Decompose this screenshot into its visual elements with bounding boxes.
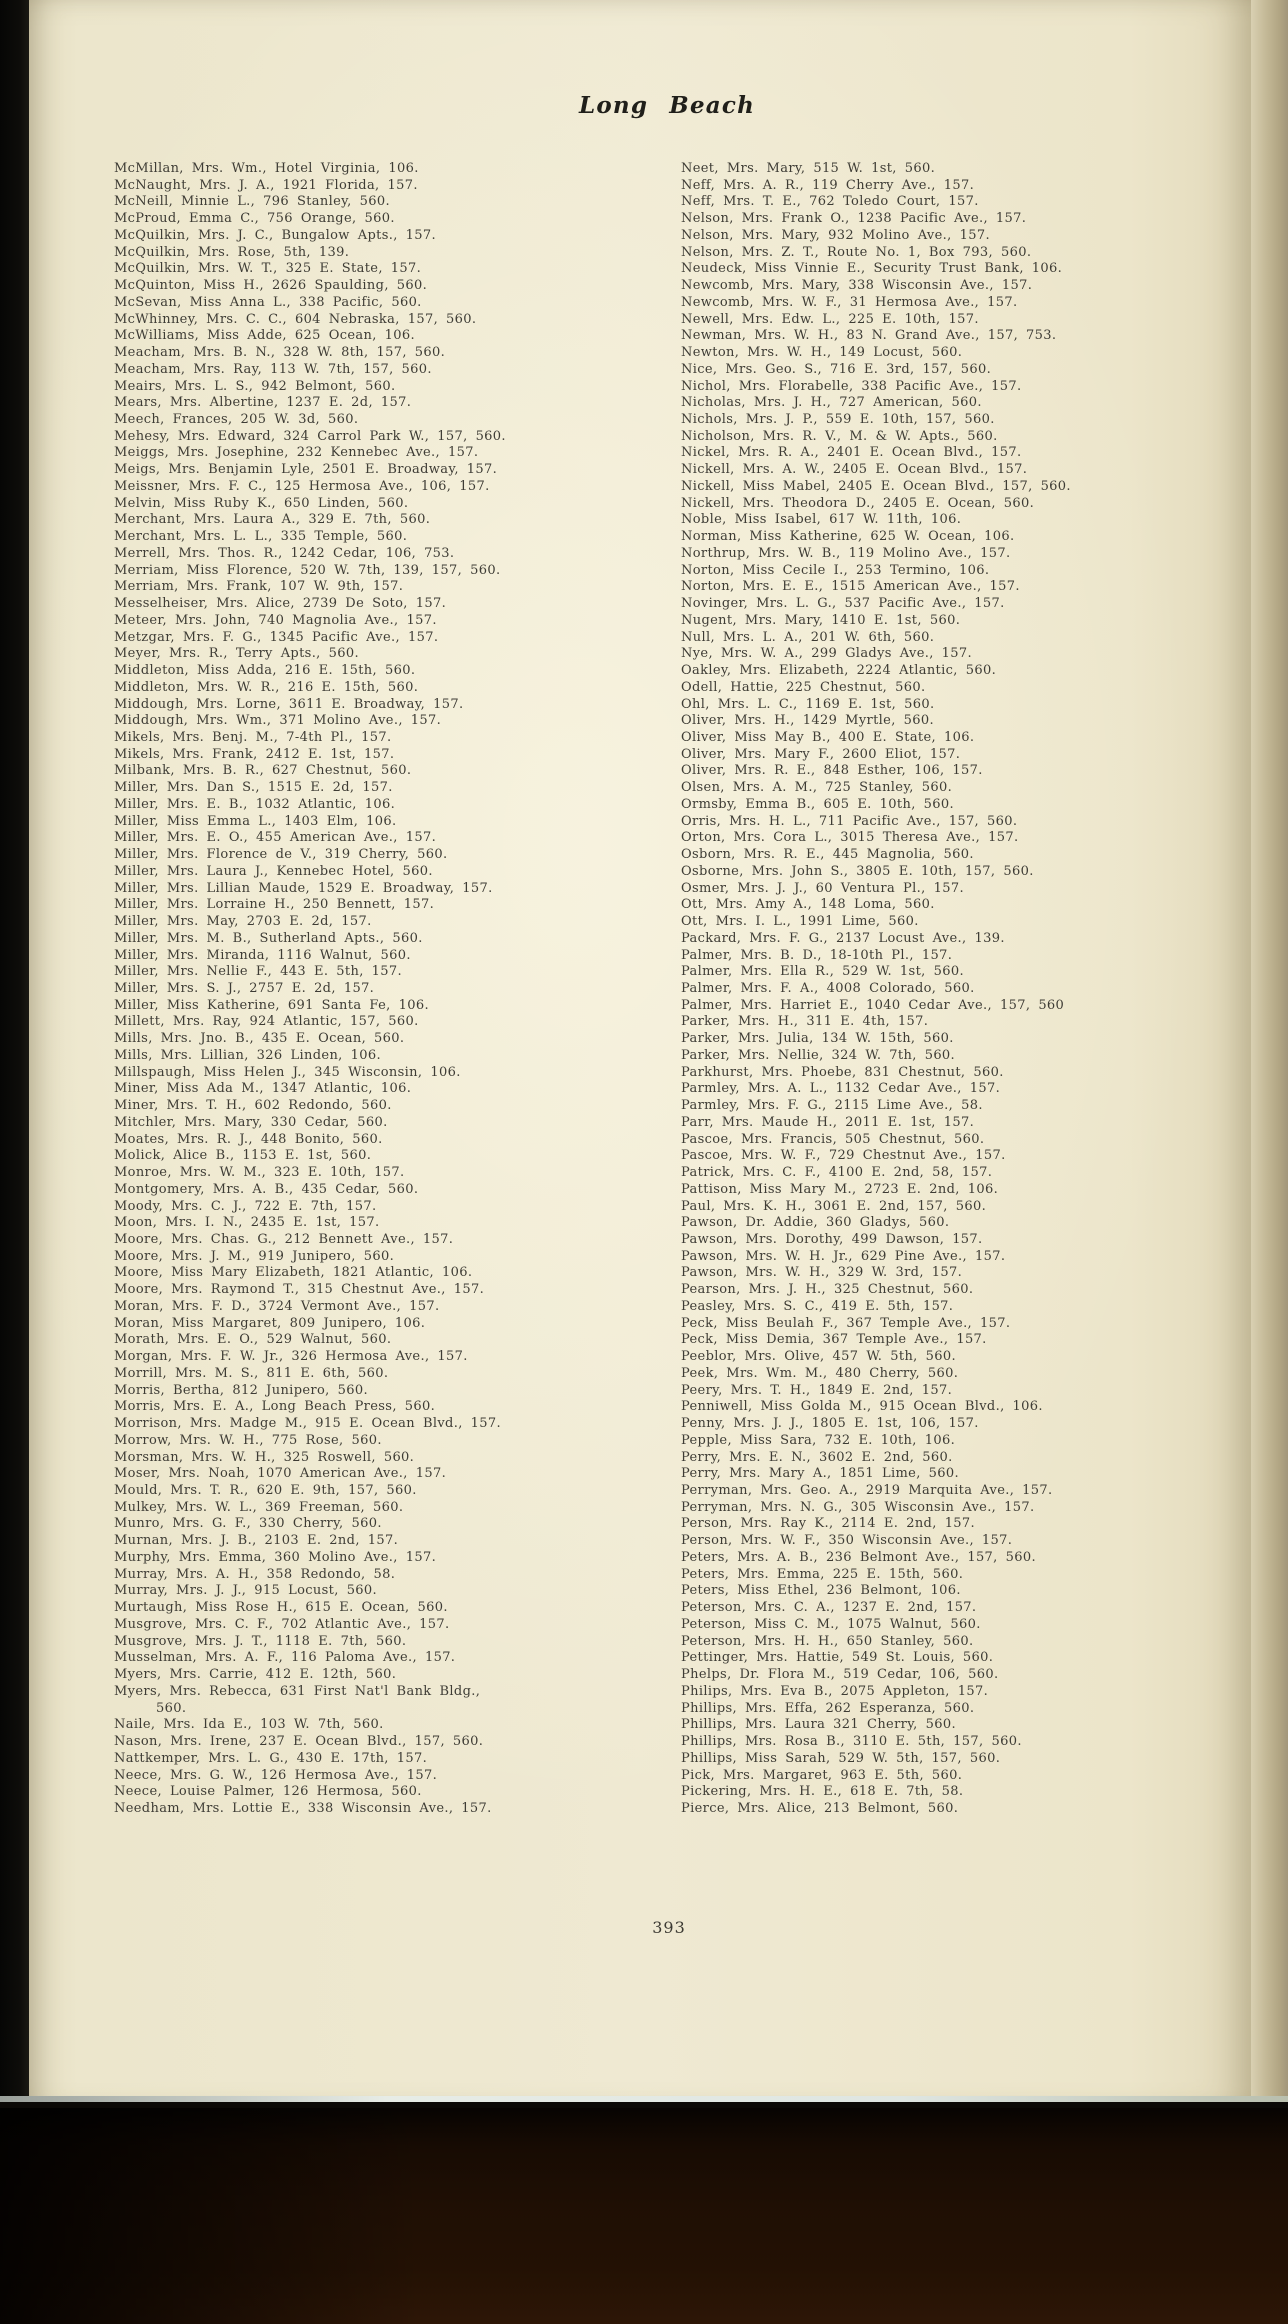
directory-entry: McQuilkin, Mrs. Rose, 5th, 139.	[114, 244, 350, 260]
directory-entry: Penny, Mrs. J. J., 1805 E. 1st, 106, 157.	[681, 1416, 979, 1432]
directory-entry: Nugent, Mrs. Mary, 1410 E. 1st, 560.	[681, 612, 961, 628]
directory-entry: Oliver, Miss May B., 400 E. State, 106.	[681, 729, 975, 745]
directory-entry: Moser, Mrs. Noah, 1070 American Ave., 157.	[114, 1466, 447, 1482]
directory-entry: Miller, Miss Katherine, 691 Santa Fe, 106.	[114, 997, 429, 1013]
directory-entry: Palmer, Mrs. F. A., 4008 Colorado, 560.	[681, 980, 975, 996]
directory-entry: Nichol, Mrs. Florabelle, 338 Pacific Ave., 157.	[681, 378, 1022, 394]
directory-entry: Morgan, Mrs. F. W. Jr., 326 Hermosa Ave., 157.	[114, 1349, 468, 1365]
directory-entry: Murray, Mrs. J. J., 915 Locust, 560.	[114, 1583, 378, 1599]
directory-entry: Perryman, Mrs. N. G., 305 Wisconsin Ave., 157.	[681, 1499, 1035, 1515]
directory-entry: Mears, Mrs. Albertine, 1237 E. 2d, 157.	[114, 395, 412, 411]
directory-entry: Patrick, Mrs. C. F., 4100 E. 2nd, 58, 157.	[681, 1165, 993, 1181]
directory-entry: Peters, Mrs. Emma, 225 E. 15th, 560.	[681, 1566, 964, 1582]
directory-entry: Mould, Mrs. T. R., 620 E. 9th, 157, 560.	[114, 1483, 417, 1499]
directory-entry: Moon, Mrs. I. N., 2435 E. 1st, 157.	[114, 1215, 380, 1231]
directory-entry: Morsman, Mrs. W. H., 325 Roswell, 560.	[114, 1449, 415, 1465]
directory-entry: Nickell, Miss Mabel, 2405 E. Ocean Blvd., 157, 560.	[681, 478, 1071, 494]
directory-entry: Miller, Mrs. Miranda, 1116 Walnut, 560.	[114, 947, 411, 963]
page-stack-edge	[1251, 0, 1288, 2110]
directory-entry: Pawson, Mrs. W. H. Jr., 629 Pine Ave., 157.	[681, 1248, 1006, 1264]
directory-entry: Parker, Mrs. Nellie, 324 W. 7th, 560.	[681, 1047, 956, 1063]
directory-entry: Peterson, Mrs. H. H., 650 Stanley, 560.	[681, 1633, 974, 1649]
directory-entry: Millett, Mrs. Ray, 924 Atlantic, 157, 560.	[114, 1014, 419, 1030]
directory-entry: Mikels, Mrs. Benj. M., 7-4th Pl., 157.	[114, 729, 392, 745]
directory-entry: Peterson, Mrs. C. A., 1237 E. 2nd, 157.	[681, 1600, 977, 1616]
directory-entry: Middleton, Mrs. W. R., 216 E. 15th, 560.	[114, 679, 419, 695]
directory-entry: Philips, Mrs. Eva B., 2075 Appleton, 157.	[681, 1683, 989, 1699]
directory-entry: Ormsby, Emma B., 605 E. 10th, 560.	[681, 796, 954, 812]
directory-entry: Naile, Mrs. Ida E., 103 W. 7th, 560.	[114, 1717, 384, 1733]
directory-entry: Parkhurst, Mrs. Phoebe, 831 Chestnut, 560.	[681, 1064, 1004, 1080]
directory-entry: Meech, Frances, 205 W. 3d, 560.	[114, 412, 359, 428]
directory-entry: Palmer, Mrs. Ella R., 529 W. 1st, 560.	[681, 964, 964, 980]
page-title: Long Beach	[578, 92, 756, 119]
directory-entry: McMillan, Mrs. Wm., Hotel Virginia, 106.	[114, 161, 419, 176]
directory-entry: Merrell, Mrs. Thos. R., 1242 Cedar, 106, 753.	[114, 545, 455, 561]
directory-entry: Musselman, Mrs. A. F., 116 Paloma Ave., 157.	[114, 1650, 456, 1666]
directory-entry: Peters, Miss Ethel, 236 Belmont, 106.	[681, 1583, 961, 1599]
directory-entry: Pettinger, Mrs. Hattie, 549 St. Louis, 560.	[681, 1650, 994, 1666]
directory-entry: Pepple, Miss Sara, 732 E. 10th, 106.	[681, 1432, 956, 1448]
directory-entry: Morrison, Mrs. Madge M., 915 E. Ocean Blvd., 157.	[114, 1416, 502, 1432]
directory-entry: Neudeck, Miss Vinnie E., Security Trust Bank, 106.	[681, 261, 1063, 277]
directory-entry: Needham, Mrs. Lottie E., 338 Wisconsin Ave., 157.	[114, 1800, 492, 1816]
directory-entry: Pascoe, Mrs. Francis, 505 Chestnut, 560.	[681, 1131, 985, 1147]
directory-entry: Peeblor, Mrs. Olive, 457 W. 5th, 560.	[681, 1349, 956, 1365]
directory-entry: Phillips, Mrs. Rosa B., 3110 E. 5th, 157, 560.	[681, 1734, 1022, 1750]
directory-entry: Neece, Mrs. G. W., 126 Hermosa Ave., 157.	[114, 1767, 438, 1783]
directory-entry: McNeill, Minnie L., 796 Stanley, 560.	[114, 194, 390, 210]
directory-entry: Northrup, Mrs. W. B., 119 Molino Ave., 157.	[681, 545, 1011, 561]
directory-entry: Myers, Mrs. Carrie, 412 E. 12th, 560.	[114, 1667, 397, 1683]
directory-entry: Miller, Mrs. Florence de V., 319 Cherry, 560.	[114, 847, 448, 863]
directory-entry: Oliver, Mrs. H., 1429 Myrtle, 560.	[681, 713, 935, 729]
directory-entry: Miller, Mrs. Lorraine H., 250 Bennett, 157.	[114, 897, 435, 913]
directory-entry: Orris, Mrs. H. L., 711 Pacific Ave., 157, 560.	[681, 813, 1018, 829]
directory-entry: Montgomery, Mrs. A. B., 435 Cedar, 560.	[114, 1181, 419, 1197]
directory-entry: Neff, Mrs. A. R., 119 Cherry Ave., 157.	[681, 177, 975, 193]
directory-entry: Newcomb, Mrs. Mary, 338 Wisconsin Ave., 157.	[681, 278, 1033, 294]
directory-entry: Peck, Miss Beulah F., 367 Temple Ave., 157.	[681, 1315, 1011, 1331]
directory-entry: Pawson, Mrs. Dorothy, 499 Dawson, 157.	[681, 1232, 983, 1247]
directory-entry: Metzgar, Mrs. F. G., 1345 Pacific Ave., 157.	[114, 629, 439, 645]
directory-entry: Miller, Mrs. S. J., 2757 E. 2d, 157.	[114, 980, 375, 996]
directory-entry: Olsen, Mrs. A. M., 725 Stanley, 560.	[681, 780, 953, 796]
directory-entry: Orton, Mrs. Cora L., 3015 Theresa Ave., 157.	[681, 830, 1019, 846]
directory-entry: Neff, Mrs. T. E., 762 Toledo Court, 157.	[681, 194, 979, 210]
directory-entry: Newcomb, Mrs. W. F., 31 Hermosa Ave., 157.	[681, 294, 1018, 310]
directory-entry: Newton, Mrs. W. H., 149 Locust, 560.	[681, 345, 963, 361]
directory-entry: Peek, Mrs. Wm. M., 480 Cherry, 560.	[681, 1365, 959, 1381]
directory-entry: Pawson, Mrs. W. H., 329 W. 3rd, 157.	[681, 1265, 963, 1281]
directory-entry: Peck, Miss Demia, 367 Temple Ave., 157.	[681, 1332, 987, 1348]
directory-entry: Miller, Mrs. Laura J., Kennebec Hotel, 560.	[114, 863, 433, 879]
directory-entry: McQuilkin, Mrs. W. T., 325 E. State, 157.	[114, 261, 422, 277]
directory-entry: Mikels, Mrs. Frank, 2412 E. 1st, 157.	[114, 746, 395, 762]
directory-entry: Murray, Mrs. A. H., 358 Redondo, 58.	[114, 1566, 396, 1582]
directory-entry: Palmer, Mrs. B. D., 18-10th Pl., 157.	[681, 947, 953, 963]
directory-entry: Pick, Mrs. Margaret, 963 E. 5th, 560.	[681, 1767, 963, 1783]
directory-entry: Meyer, Mrs. R., Terry Apts., 560.	[114, 646, 359, 662]
directory-entry: Miller, Mrs. Nellie F., 443 E. 5th, 157.	[114, 964, 403, 980]
directory-entry: Nickel, Mrs. R. A., 2401 E. Ocean Blvd., 157.	[681, 445, 1022, 461]
directory-entry: Noble, Miss Isabel, 617 W. 11th, 106.	[681, 512, 962, 528]
directory-entry: Myers, Mrs. Rebecca, 631 First Nat'l Bank Bldg.,	[114, 1683, 481, 1699]
directory-entry: Miller, Mrs. E. O., 455 American Ave., 157.	[114, 830, 437, 846]
directory-entry: Musgrove, Mrs. J. T., 1118 E. 7th, 560.	[114, 1633, 407, 1649]
directory-entry: Oliver, Mrs. R. E., 848 Esther, 106, 157.	[681, 763, 983, 779]
directory-entry: Morrill, Mrs. M. S., 811 E. 6th, 560.	[114, 1365, 389, 1381]
directory-entry: Monroe, Mrs. W. M., 323 E. 10th, 157.	[114, 1165, 405, 1181]
directory-entry: McQuinton, Miss H., 2626 Spaulding, 560.	[114, 278, 428, 294]
directory-entry: Moore, Miss Mary Elizabeth, 1821 Atlantic, 106.	[114, 1265, 473, 1281]
directory-entry: Miller, Mrs. Lillian Maude, 1529 E. Broadway, 157.	[114, 880, 493, 896]
directory-entry: Merchant, Mrs. L. L., 335 Temple, 560.	[114, 529, 408, 545]
directory-entry: Norton, Miss Cecile I., 253 Termino, 106.	[681, 562, 990, 578]
directory-entry: Nelson, Mrs. Mary, 932 Molino Ave., 157.	[681, 227, 990, 243]
directory-entry: Phillips, Miss Sarah, 529 W. 5th, 157, 560.	[681, 1750, 1001, 1766]
directory-entry: Middleton, Miss Adda, 216 E. 15th, 560.	[114, 663, 416, 679]
directory-entry: Morrow, Mrs. W. H., 775 Rose, 560.	[114, 1432, 382, 1448]
directory-entry: Miller, Mrs. E. B., 1032 Atlantic, 106.	[114, 796, 396, 812]
directory-entry: Parker, Mrs. H., 311 E. 4th, 157.	[681, 1014, 929, 1030]
directory-entry: Middough, Mrs. Lorne, 3611 E. Broadway, 157.	[114, 696, 464, 712]
directory-entry: Phelps, Dr. Flora M., 519 Cedar, 106, 560.	[681, 1667, 999, 1683]
directory-entry: Nickell, Mrs. Theodora D., 2405 E. Ocean, 560.	[681, 495, 1035, 511]
directory-column-right	[681, 161, 1169, 1818]
directory-entry: Meacham, Mrs. Ray, 113 W. 7th, 157, 560.	[114, 361, 432, 377]
directory-entry: 560.	[156, 1700, 187, 1716]
directory-entry: Pascoe, Mrs. W. F., 729 Chestnut Ave., 157.	[681, 1148, 1006, 1164]
directory-entry: Middough, Mrs. Wm., 371 Molino Ave., 157.	[114, 713, 442, 729]
directory-entry: Nicholson, Mrs. R. V., M. & W. Apts., 560.	[681, 428, 998, 444]
directory-entry: Neece, Louise Palmer, 126 Hermosa, 560.	[114, 1784, 422, 1800]
directory-entry: Parmley, Mrs. A. L., 1132 Cedar Ave., 157.	[681, 1081, 1001, 1097]
directory-entry: Moody, Mrs. C. J., 722 E. 7th, 157.	[114, 1198, 377, 1214]
directory-entry: Osmer, Mrs. J. J., 60 Ventura Pl., 157.	[681, 880, 964, 896]
book-cover-shadow	[0, 2108, 420, 2324]
directory-entry: Melvin, Miss Ruby K., 650 Linden, 560.	[114, 495, 409, 511]
directory-entry: Nason, Mrs. Irene, 237 E. Ocean Blvd., 157, 560.	[114, 1734, 484, 1750]
directory-entry: Meissner, Mrs. F. C., 125 Hermosa Ave., 106, 157.	[114, 478, 490, 494]
directory-entry: Musgrove, Mrs. C. F., 702 Atlantic Ave., 157.	[114, 1616, 450, 1632]
directory-entry: Osborne, Mrs. John S., 3805 E. 10th, 157, 560.	[681, 863, 1034, 879]
directory-entry: Odell, Hattie, 225 Chestnut, 560.	[681, 679, 926, 695]
directory-entry: Mehesy, Mrs. Edward, 324 Carrol Park W., 157, 560.	[114, 428, 506, 444]
directory-entry: Neet, Mrs. Mary, 515 W. 1st, 560.	[681, 161, 936, 176]
directory-entry: Nicholas, Mrs. J. H., 727 American, 560.	[681, 395, 982, 411]
directory-entry: Moates, Mrs. R. J., 448 Bonito, 560.	[114, 1131, 383, 1147]
directory-entry: Merriam, Miss Florence, 520 W. 7th, 139, 157, 560.	[114, 562, 501, 578]
directory-entry: Newman, Mrs. W. H., 83 N. Grand Ave., 157, 753.	[681, 328, 1057, 344]
directory-entry: Murphy, Mrs. Emma, 360 Molino Ave., 157.	[114, 1549, 437, 1565]
directory-entry: Meiggs, Mrs. Josephine, 232 Kennebec Ave., 157.	[114, 445, 479, 461]
directory-entry: Millspaugh, Miss Helen J., 345 Wisconsin, 106.	[114, 1064, 461, 1080]
directory-entry: Ott, Mrs. Amy A., 148 Loma, 560.	[681, 897, 935, 913]
directory-entry: Pearson, Mrs. J. H., 325 Chestnut, 560.	[681, 1282, 974, 1298]
directory-entry: Palmer, Mrs. Harriet E., 1040 Cedar Ave., 157, 560	[681, 997, 1065, 1013]
directory-entry: Moran, Mrs. F. D., 3724 Vermont Ave., 157.	[114, 1298, 440, 1314]
directory-entry: Nickell, Mrs. A. W., 2405 E. Ocean Blvd., 157.	[681, 462, 1028, 478]
directory-entry: Paul, Mrs. K. H., 3061 E. 2nd, 157, 560.	[681, 1198, 987, 1214]
directory-entry: Merchant, Mrs. Laura A., 329 E. 7th, 560.	[114, 512, 431, 528]
directory-entry: Penniwell, Miss Golda M., 915 Ocean Blvd., 106.	[681, 1399, 1043, 1415]
directory-entry: Meteer, Mrs. John, 740 Magnolia Ave., 157.	[114, 612, 437, 628]
directory-entry: Messelheiser, Mrs. Alice, 2739 De Soto, 157.	[114, 596, 447, 612]
directory-entry: Miller, Miss Emma L., 1403 Elm, 106.	[114, 813, 397, 829]
directory-entry: McNaught, Mrs. J. A., 1921 Florida, 157.	[114, 177, 418, 193]
directory-entry: Oakley, Mrs. Elizabeth, 2224 Atlantic, 560.	[681, 663, 997, 679]
directory-entry: Munro, Mrs. G. F., 330 Cherry, 560.	[114, 1516, 382, 1532]
directory-entry: McQuilkin, Mrs. J. C., Bungalow Apts., 157.	[114, 227, 437, 243]
directory-entry: Miller, Mrs. Dan S., 1515 E. 2d, 157.	[114, 780, 393, 796]
directory-entry: Null, Mrs. L. A., 201 W. 6th, 560.	[681, 629, 935, 645]
directory-entry: Novinger, Mrs. L. G., 537 Pacific Ave., 157.	[681, 596, 1005, 612]
directory-entry: Miller, Mrs. May, 2703 E. 2d, 157.	[114, 914, 372, 930]
directory-entry: Perry, Mrs. E. N., 3602 E. 2nd, 560.	[681, 1449, 953, 1465]
directory-entry: Peterson, Miss C. M., 1075 Walnut, 560.	[681, 1616, 981, 1632]
directory-entry: Milbank, Mrs. B. R., 627 Chestnut, 560.	[114, 763, 412, 779]
directory-entry: Ott, Mrs. I. L., 1991 Lime, 560.	[681, 914, 919, 930]
directory-entry: Miller, Mrs. M. B., Sutherland Apts., 560.	[114, 930, 423, 946]
directory-entry: Pickering, Mrs. H. E., 618 E. 7th, 58.	[681, 1784, 964, 1800]
book-binding-edge	[0, 0, 29, 2110]
directory-entry: Moore, Mrs. Chas. G., 212 Bennett Ave., 157.	[114, 1232, 454, 1247]
directory-entry: Nattkemper, Mrs. L. G., 430 E. 17th, 157.	[114, 1750, 428, 1766]
directory-entry: Pattison, Miss Mary M., 2723 E. 2nd, 106.	[681, 1181, 999, 1197]
directory-entry: Norton, Mrs. E. E., 1515 American Ave., 157.	[681, 579, 1020, 595]
directory-entry: Nye, Mrs. W. A., 299 Gladys Ave., 157.	[681, 646, 973, 662]
directory-entry: Nice, Mrs. Geo. S., 716 E. 3rd, 157, 560.	[681, 361, 992, 377]
directory-entry: Pierce, Mrs. Alice, 213 Belmont, 560.	[681, 1800, 959, 1816]
directory-entry: Person, Mrs. Ray K., 2114 E. 2nd, 157.	[681, 1516, 976, 1532]
directory-entry: Parmley, Mrs. F. G., 2115 Lime Ave., 58.	[681, 1098, 983, 1114]
directory-entry: Murtaugh, Miss Rose H., 615 E. Ocean, 560.	[114, 1600, 448, 1616]
directory-entry: Morath, Mrs. E. O., 529 Walnut, 560.	[114, 1332, 392, 1348]
directory-entry: Molick, Alice B., 1153 E. 1st, 560.	[114, 1148, 372, 1164]
directory-entry: Moore, Mrs. Raymond T., 315 Chestnut Ave., 157.	[114, 1282, 485, 1298]
directory-column-left	[114, 161, 554, 1818]
directory-entry: Packard, Mrs. F. G., 2137 Locust Ave., 139.	[681, 930, 1005, 946]
directory-entry: Miner, Miss Ada M., 1347 Atlantic, 106.	[114, 1081, 412, 1097]
directory-entry: Peery, Mrs. T. H., 1849 E. 2nd, 157.	[681, 1382, 953, 1398]
directory-entry: Morris, Mrs. E. A., Long Beach Press, 560.	[114, 1399, 436, 1415]
directory-entry: McSevan, Miss Anna L., 338 Pacific, 560.	[114, 294, 422, 310]
directory-entry: Phillips, Mrs. Effa, 262 Esperanza, 560.	[681, 1700, 975, 1716]
directory-entry: Perryman, Mrs. Geo. A., 2919 Marquita Ave., 157.	[681, 1483, 1053, 1499]
directory-entry: Norman, Miss Katherine, 625 W. Ocean, 106.	[681, 529, 1015, 545]
directory-entry: Merriam, Mrs. Frank, 107 W. 9th, 157.	[114, 579, 404, 595]
directory-entry: Miner, Mrs. T. H., 602 Redondo, 560.	[114, 1098, 392, 1114]
directory-entry: Moore, Mrs. J. M., 919 Junipero, 560.	[114, 1248, 395, 1264]
directory-entry: Moran, Miss Margaret, 809 Junipero, 106.	[114, 1315, 426, 1331]
directory-entry: Mitchler, Mrs. Mary, 330 Cedar, 560.	[114, 1114, 388, 1130]
directory-entry: Osborn, Mrs. R. E., 445 Magnolia, 560.	[681, 847, 974, 863]
directory-entry: Perry, Mrs. Mary A., 1851 Lime, 560.	[681, 1466, 960, 1482]
directory-entry: Pawson, Dr. Addie, 360 Gladys, 560.	[681, 1215, 950, 1231]
directory-entry: Peasley, Mrs. S. C., 419 E. 5th, 157.	[681, 1298, 954, 1314]
directory-entry: Person, Mrs. W. F., 350 Wisconsin Ave., 157.	[681, 1533, 1013, 1549]
directory-entry: Phillips, Mrs. Laura 321 Cherry, 560.	[681, 1717, 956, 1733]
directory-entry: Meairs, Mrs. L. S., 942 Belmont, 560.	[114, 378, 396, 394]
directory-entry: Nelson, Mrs. Frank O., 1238 Pacific Ave., 157.	[681, 211, 1027, 227]
directory-entry: McProud, Emma C., 756 Orange, 560.	[114, 211, 395, 227]
directory-entry: Parker, Mrs. Julia, 134 W. 15th, 560.	[681, 1031, 954, 1047]
directory-entry: Morris, Bertha, 812 Junipero, 560.	[114, 1382, 368, 1398]
directory-entry: Oliver, Mrs. Mary F., 2600 Eliot, 157.	[681, 746, 961, 762]
directory-entry: McWhinney, Mrs. C. C., 604 Nebraska, 157, 560.	[114, 311, 477, 327]
page-number: 393	[652, 1918, 686, 1937]
directory-entry: Mills, Mrs. Lillian, 326 Linden, 106.	[114, 1047, 381, 1063]
directory-entry: Murnan, Mrs. J. B., 2103 E. 2nd, 157.	[114, 1533, 399, 1549]
directory-entry: Meigs, Mrs. Benjamin Lyle, 2501 E. Broadway, 157.	[114, 462, 498, 478]
directory-entry: Mulkey, Mrs. W. L., 369 Freeman, 560.	[114, 1499, 404, 1515]
directory-entry: Parr, Mrs. Maude H., 2011 E. 1st, 157.	[681, 1114, 975, 1130]
directory-entry: Peters, Mrs. A. B., 236 Belmont Ave., 157, 560.	[681, 1549, 1036, 1565]
directory-entry: Nichols, Mrs. J. P., 559 E. 10th, 157, 560.	[681, 412, 995, 428]
directory-entry: Nelson, Mrs. Z. T., Route No. 1, Box 793, 560.	[681, 244, 1032, 260]
directory-page	[29, 0, 1251, 2108]
directory-entry: McWilliams, Miss Adde, 625 Ocean, 106.	[114, 328, 416, 344]
directory-entry: Newell, Mrs. Edw. L., 225 E. 10th, 157.	[681, 311, 979, 327]
directory-entry: Meacham, Mrs. B. N., 328 W. 8th, 157, 560.	[114, 345, 446, 361]
directory-entry: Ohl, Mrs. L. C., 1169 E. 1st, 560.	[681, 696, 935, 712]
directory-entry: Mills, Mrs. Jno. B., 435 E. Ocean, 560.	[114, 1031, 405, 1047]
